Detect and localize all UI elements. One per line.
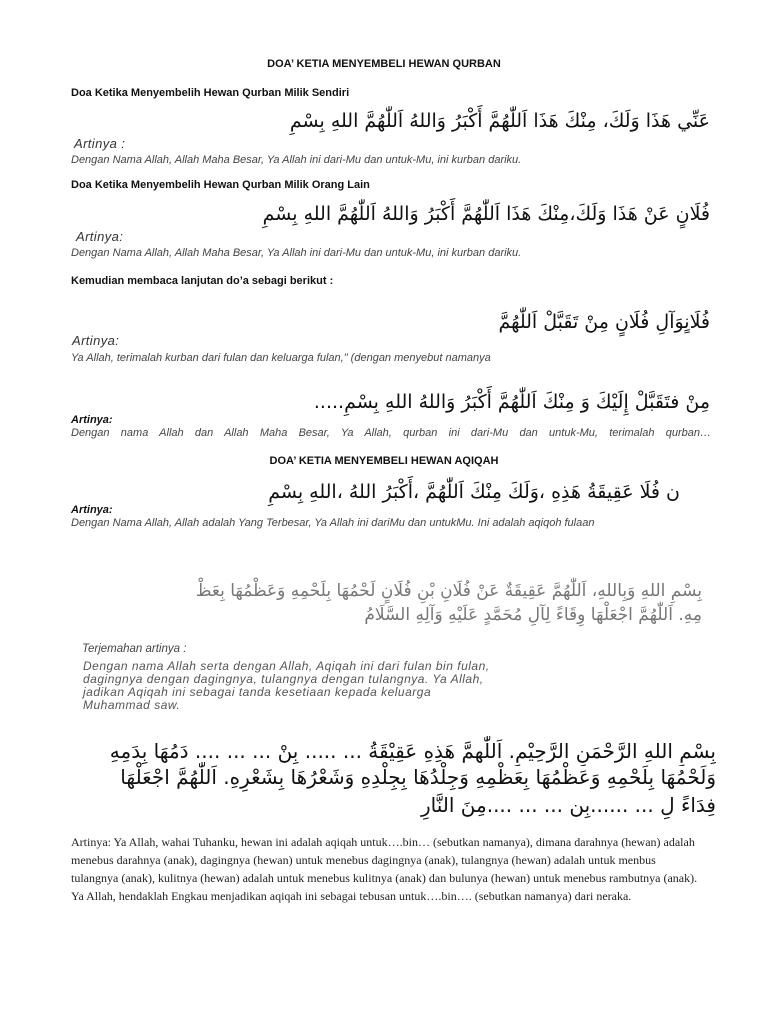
scan-arabic-line2: مِهِ. اَللّٰهُمَّ اجْعَلْهَا وِقَاءً لِآلِ مُحَمَّدٍ عَلَيْهِ وَآلِهِ السَّلَامُ — [364, 605, 702, 625]
section3-translation: Ya Allah, terimalah kurban dari fulan dan keluarga fulan," (dengan menyebut namanya — [71, 352, 491, 364]
section3-arabic: فُلَانٍوَآلِ فُلَانٍ مِنْ تَقَبَّلْ اَللّٰهُمَّ — [498, 311, 710, 333]
section1-title: Doa Ketika Menyembelih Hewan Qurban Milik Sendiri — [71, 87, 350, 99]
section5-translation: Dengan Nama Allah, Allah adalah Yang Terbesar, Ya Allah ini dariMu dan untukMu. Ini adalah aqiqoh fulaan — [71, 517, 595, 529]
scan-translation-line3: jadikan Aqiqah ini sebagai tanda kesetiaan kepada keluarga — [83, 685, 432, 699]
scan-translation-line4: Muhammad saw. — [83, 698, 181, 712]
final-translation: Artinya: Ya Allah, wahai Tuhanku, hewan ini adalah aqiqah untuk….bin… (sebutkan namanya), dimana darahnya (hewan) adalah menebus darahnya (anak), dagingnya (hewan) untuk menebus dagingnya (anak), tulangnya (hewan) adalah untuk menbus tulangnya (anak), kulitnya (hewan) adalah untuk menebus kulitnya (anak) dan bulunya (hewan) untuk menebus rambutnya (anak). Ya Allah, hendaklah Engkau menjadikan aqiqah ini sebagai tebusan untuk….bin…. (sebutkan namanya) dari neraka. — [71, 835, 698, 903]
scan-arabic-line1: بِسْمِ اللهِ وَبِاللهِ، اَللّٰهُمَّ عَقِيقَةٌ عَنْ فُلَانِ بْنِ فُلَانٍ لَحْمُهَا بِلَحْمِهِ وَعَظْمُهَا بِعَظْ — [195, 581, 702, 601]
section3-artinya: Artinya: — [72, 333, 120, 348]
long-arabic-line2: وَلَحْمُهَا بِلَحْمِهِ وَعَظْمُهَا بِعَظْمِهِ وَجِلْدُهَا بِجِلْدِهِ وَشَعْرُهَا بِشَعْرِهِ. اَللّٰهُمَّ اجْعَلْهَا — [120, 765, 716, 789]
section5-arabic: ن فُلَا عَقِيقَةُ هَذِهِ ،وَلَكَ مِنْكَ اَللّٰهُمَّ ،أَكْبَرُ اللهُ ،اللهِ بِسْمِ — [268, 481, 680, 503]
long-arabic-line1: بِسْمِ اللهِ الرَّحْمَنِ الرَّحِيْمِ. اَللّٰهمَّ هَذِهِ عَقِيْقَةُ ... ..... بِنْ ... ... .... دَمُهَا بِدَمِهِ — [109, 739, 716, 763]
section4-artinya: Artinya: — [71, 414, 113, 426]
section2-translation: Dengan Nama Allah, Allah Maha Besar, Ya Allah ini dari-Mu dan untuk-Mu, ini kurban dariku. — [71, 247, 522, 259]
section1-arabic: عَنِّي هَذَا وَلَكَ، مِنْكَ هَذَا اَللّٰهُمَّ أَكْبَرُ وَاللهُ اَللّٰهُمَّ اللهِ بِسْمِ — [289, 110, 710, 132]
scanned-doa-image — [66, 566, 710, 720]
scan-translation-label: Terjemahan artinya : — [82, 643, 187, 655]
section4-translation: Dengan nama Allah dan Allah Maha Besar, Ya Allah, qurban ini dari-Mu dan untuk-Mu, terimalah qurban… — [71, 427, 711, 439]
section1-artinya: Artinya : — [74, 136, 126, 151]
scan-translation-line2: dagingnya dengan dagingnya, tulangnya dengan tulangnya. Ya Allah, — [83, 672, 484, 686]
heading-qurban: DOA’ KETIA MENYEMBELI HEWAN QURBAN — [267, 58, 501, 70]
section4-arabic: مِنْ فتَقَبَّلْ إِلَيْكَ وَ مِنْكَ اَللّٰهُمَّ أَكْبَرُ وَاللهُ اللهِ بِسْمِ..... — [313, 391, 710, 413]
section2-arabic: فُلَانٍ عَنْ هَذَا وَلَكَ،مِنْكَ هَذَا اَللّٰهُمَّ أَكْبَرُ وَاللهُ اَللّٰهُمَّ اللهِ بِسْمِ — [262, 203, 710, 225]
long-arabic-line3: فِدَاءً لِ ... ......بِن ... ... ....مِنَ النَّارِ — [420, 793, 716, 817]
section1-translation: Dengan Nama Allah, Allah Maha Besar, Ya Allah ini dari-Mu dan untuk-Mu, ini kurban dariku. — [71, 154, 522, 166]
heading-aqiqah: DOA’ KETIA MENYEMBELI HEWAN AQIQAH — [269, 455, 499, 467]
section2-title: Doa Ketika Menyembelih Hewan Qurban Milik Orang Lain — [71, 179, 370, 191]
section2-artinya: Artinya: — [76, 229, 124, 244]
section3-intro: Kemudian membaca lanjutan do’a sebagi berikut : — [71, 275, 334, 287]
section5-artinya: Artinya: — [71, 504, 113, 516]
scan-translation-line1: Dengan nama Allah serta dengan Allah, Aqiqah ini dari fulan bin fulan, — [83, 659, 490, 673]
